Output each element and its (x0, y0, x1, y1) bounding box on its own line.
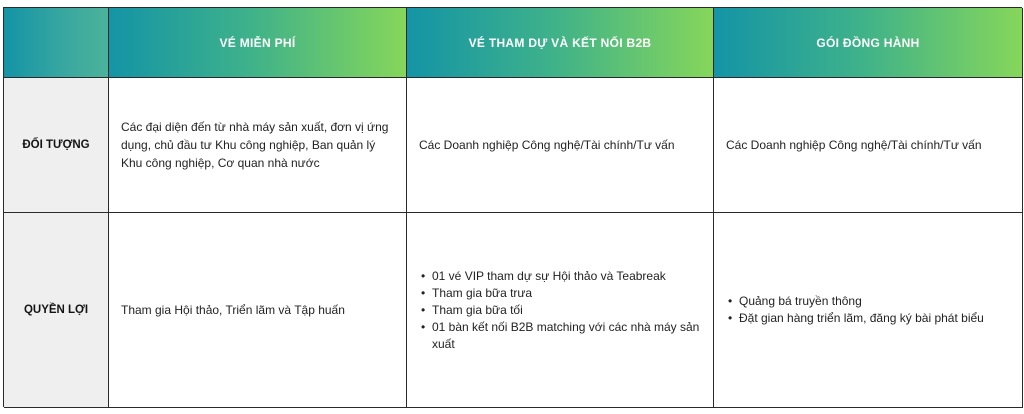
cell-audience-b2b (407, 78, 714, 213)
ticket-comparison-table (3, 7, 1022, 407)
table-corner-cell (4, 8, 109, 78)
cell-text: Các Doanh nghiệp Công nghệ/Tài chính/Tư vấn (726, 138, 982, 152)
cell-audience-sponsor (714, 78, 1023, 213)
list-item: • Quảng bá truyền thông (726, 293, 984, 310)
list-item: • 01 bàn kết nối B2B matching với các nhà máy sản xuất (419, 319, 701, 353)
list-item: • Tham gia bữa trưa (419, 285, 701, 302)
cell-text: Tham gia Hội thảo, Triển lãm và Tập huấn (121, 303, 345, 317)
row-label-audience: ĐỐI TƯỢNG (4, 78, 109, 213)
list-item: • Tham gia bữa tối (419, 302, 701, 319)
list-item: • 01 vé VIP tham dự sự Hội thảo và Teabreak (419, 268, 701, 285)
cell-benefits-free (109, 213, 407, 408)
cell-benefits-b2b (407, 213, 714, 408)
cell-text: Các Doanh nghiệp Công nghệ/Tài chính/Tư vấn (419, 138, 675, 152)
cell-text: Các đại diện đến từ nhà máy sản xuất, đơn vị ứng dụng, chủ đầu tư Khu công nghiệp, Ban quản lý Khu công nghiệp, Cơ quan nhà nước (121, 120, 389, 170)
row-label-benefits: QUYỀN LỢI (4, 213, 109, 408)
cell-benefits-sponsor (714, 213, 1023, 408)
benefits-list-b2b (419, 268, 701, 353)
cell-audience-free (109, 78, 407, 213)
header-b2b-ticket: VÉ THAM DỰ VÀ KẾT NỐI B2B (407, 8, 714, 78)
header-sponsor-package: GÓI ĐỒNG HÀNH (714, 8, 1023, 78)
list-item: • Đặt gian hàng triển lãm, đăng ký bài phát biểu (726, 310, 984, 327)
header-free-ticket: VÉ MIỄN PHÍ (109, 8, 407, 78)
benefits-list-sponsor (726, 293, 984, 327)
